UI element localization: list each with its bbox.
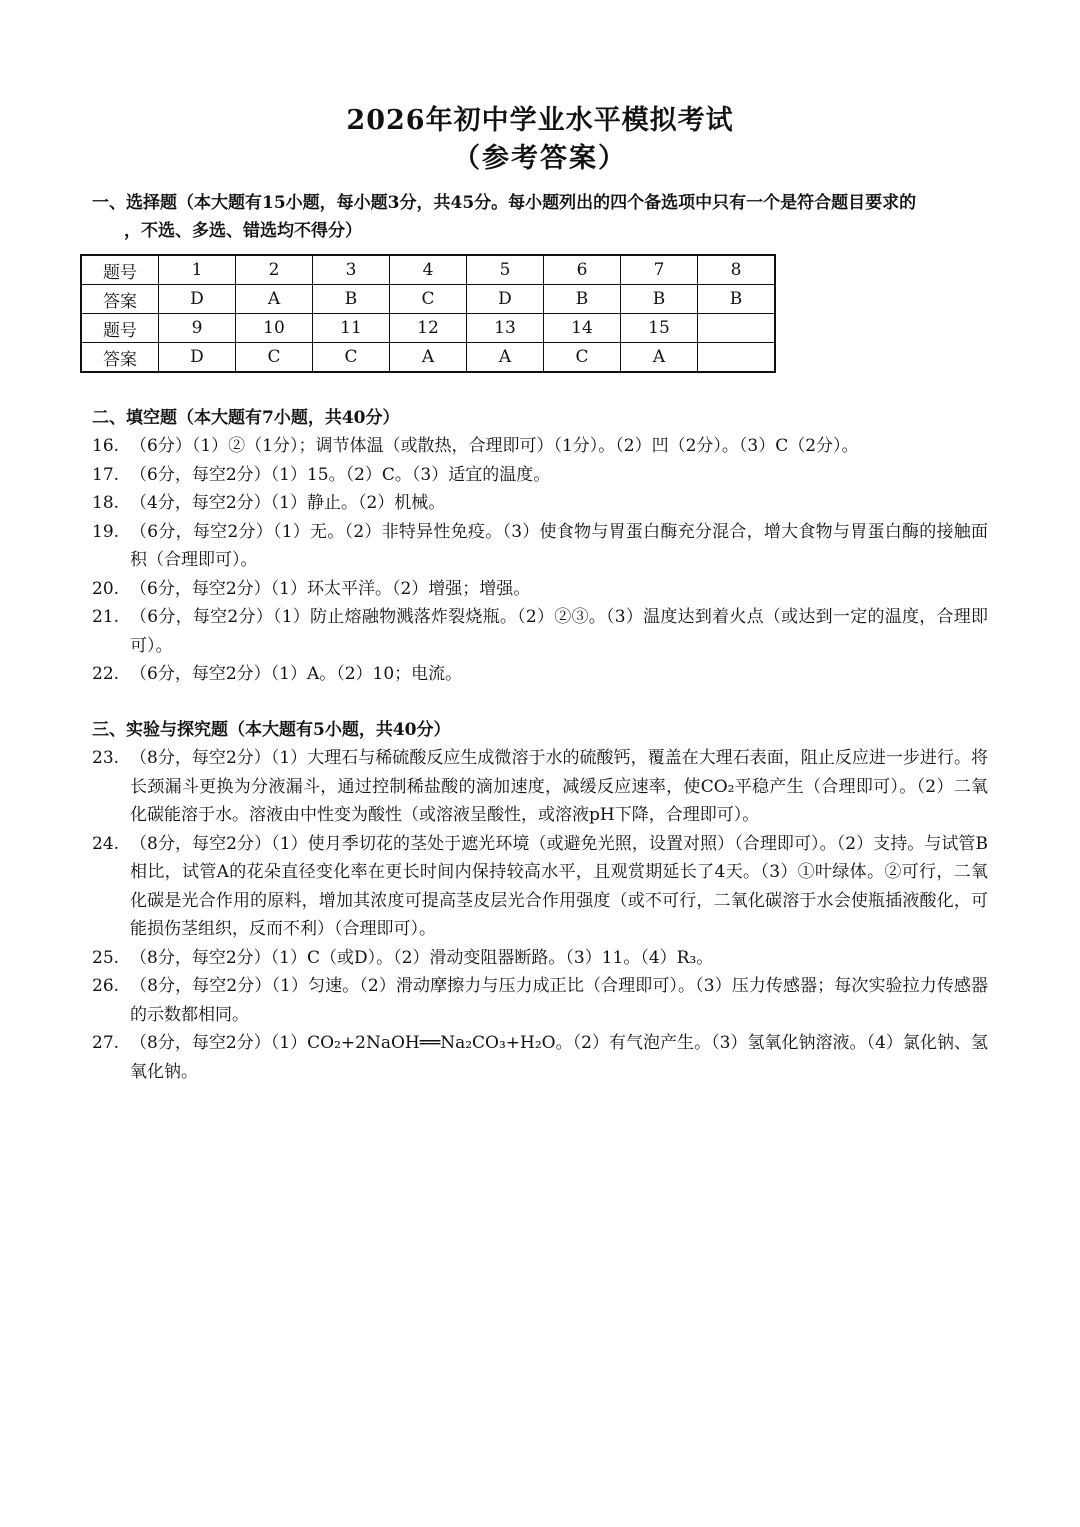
table-row-label: 题号 bbox=[81, 314, 159, 343]
item-number: 27. bbox=[92, 1033, 120, 1053]
list-item bbox=[92, 432, 988, 461]
item-answer-text: （8分，每空2分）（1）使月季切花的茎处于遮光环境（或避免光照，设置对照）（合理即可）。（2）支持。与试管B相比，试管A的花朵直径变化率在更长时间内保持较高水平，且观赏期延长了4天。（3）①叶绿体。②可行，二氧化碳是光合作用的原料，增加其浓度可提高茎皮层光合作用强度（或不可行，二氧化碳溶于水会使瓶插液酸化，可能损伤茎组织，反而不利）（合理即可）。 bbox=[130, 833, 988, 939]
item-answer-text: （6分）（1）②（1分）；调节体温（或散热，合理即可）（1分）。（2）凹（2分）。（3）C（2分）。 bbox=[130, 436, 859, 456]
list-item bbox=[92, 972, 988, 1029]
section1-heading-line2: ，不选、多选、错选均不得分） bbox=[124, 221, 362, 241]
item-answer-text: （6分，每空2分）（1）环太平洋。（2）增强；增强。 bbox=[130, 578, 531, 599]
item-number: 21. bbox=[92, 607, 120, 627]
item-number: 24. bbox=[92, 833, 120, 854]
answer-table bbox=[80, 254, 776, 373]
table-cell: 5 bbox=[467, 255, 544, 285]
table-cell: 10 bbox=[236, 314, 313, 343]
section2-items bbox=[92, 432, 988, 689]
section1-heading bbox=[92, 189, 992, 245]
table-cell: 13 bbox=[467, 314, 544, 343]
list-item bbox=[92, 830, 988, 944]
table-row bbox=[81, 343, 775, 373]
table-cell: A bbox=[236, 285, 313, 314]
item-answer-text: （6分，每空2分）（1）无。（2）非特异性免疫。（3）使食物与胃蛋白酶充分混合，增大食物与胃蛋白酶的接触面积（合理即可）。 bbox=[130, 521, 988, 570]
section3-heading: 三、实验与探究题（本大题有5小题，共40分） bbox=[92, 720, 451, 740]
table-cell: B bbox=[313, 285, 390, 314]
page-subtitle: （参考答案） bbox=[453, 143, 627, 174]
table-cell: 3 bbox=[313, 255, 390, 285]
table-cell: 9 bbox=[159, 314, 236, 343]
table-cell: C bbox=[544, 343, 621, 373]
table-cell bbox=[698, 343, 776, 373]
table-row bbox=[81, 255, 775, 285]
list-item bbox=[92, 744, 988, 830]
item-number: 25. bbox=[92, 947, 120, 968]
table-cell: 11 bbox=[313, 314, 390, 343]
table-cell: A bbox=[467, 343, 544, 373]
list-item bbox=[92, 944, 988, 973]
table-cell: A bbox=[621, 343, 698, 373]
table-row bbox=[81, 285, 775, 314]
page-title: 2026年初中学业水平模拟考试 bbox=[346, 105, 734, 136]
table-row-label: 答案 bbox=[81, 343, 159, 373]
item-answer-text: （6分，每空2分）（1）防止熔融物溅落炸裂烧瓶。（2）②③。（3）温度达到着火点（或达到一定的温度，合理即可）。 bbox=[130, 607, 988, 656]
table-row-label: 答案 bbox=[81, 285, 159, 314]
section1-heading-line1: 一、选择题（本大题有15小题，每小题3分，共45分。每小题列出的四个备选项中只有一个是符合题目要求的 bbox=[92, 193, 917, 213]
table-row-label: 题号 bbox=[81, 255, 159, 285]
item-number: 18. bbox=[92, 493, 120, 513]
table-cell: C bbox=[236, 343, 313, 373]
item-answer-text: （8分，每空2分）（1）C（或D）。（2）滑动变阻器断路。（3）11。（4）R₃。 bbox=[130, 947, 714, 968]
table-cell: B bbox=[544, 285, 621, 314]
item-answer-text: （6分，每空2分）（1）A。（2）10；电流。 bbox=[130, 664, 463, 684]
table-cell: 12 bbox=[390, 314, 467, 343]
table-cell: D bbox=[467, 285, 544, 314]
table-cell: B bbox=[621, 285, 698, 314]
table-cell: 2 bbox=[236, 255, 313, 285]
table-cell: 15 bbox=[621, 314, 698, 343]
table-cell: D bbox=[159, 285, 236, 314]
table-cell: 4 bbox=[390, 255, 467, 285]
item-number: 23. bbox=[92, 748, 120, 768]
table-cell: 7 bbox=[621, 255, 698, 285]
table-cell: C bbox=[313, 343, 390, 373]
table-cell bbox=[698, 314, 776, 343]
list-item bbox=[92, 1029, 988, 1086]
table-cell: D bbox=[159, 343, 236, 373]
item-answer-text: （4分，每空2分）（1）静止。（2）机械。 bbox=[130, 493, 446, 513]
list-item bbox=[92, 461, 988, 490]
table-cell: 6 bbox=[544, 255, 621, 285]
section3-items bbox=[92, 744, 988, 1086]
table-cell: A bbox=[390, 343, 467, 373]
table-cell: 8 bbox=[698, 255, 776, 285]
item-number: 19. bbox=[92, 521, 120, 542]
list-item bbox=[92, 603, 988, 660]
list-item bbox=[92, 489, 988, 518]
item-answer-text: （6分，每空2分）（1）15。（2）C。（3）适宜的温度。 bbox=[130, 464, 551, 485]
item-number: 20. bbox=[92, 578, 120, 599]
table-cell: 14 bbox=[544, 314, 621, 343]
list-item bbox=[92, 518, 988, 575]
item-answer-text: （8分，每空2分）（1）匀速。（2）滑动摩擦力与压力成正比（合理即可）。（3）压力传感器；每次实验拉力传感器的示数都相同。 bbox=[130, 976, 988, 1025]
table-cell: C bbox=[390, 285, 467, 314]
table-cell: B bbox=[698, 285, 776, 314]
section2-heading: 二、填空题（本大题有7小题，共40分） bbox=[92, 408, 400, 428]
list-item bbox=[92, 575, 988, 604]
item-answer-text: （8分，每空2分）（1）大理石与稀硫酸反应生成微溶于水的硫酸钙，覆盖在大理石表面，阻止反应进一步进行。将长颈漏斗更换为分液漏斗，通过控制稀盐酸的滴加速度，减缓反应速率，使CO₂平稳产生（合理即可）。（2）二氧化碳能溶于水。溶液由中性变为酸性（或溶液呈酸性，或溶液pH下降，合理即可）。 bbox=[130, 748, 988, 825]
item-number: 22. bbox=[92, 664, 120, 684]
item-number: 17. bbox=[92, 464, 120, 485]
table-row bbox=[81, 314, 775, 343]
table-cell: 1 bbox=[159, 255, 236, 285]
item-answer-text: （8分，每空2分）（1）CO₂+2NaOH══Na₂CO₃+H₂O。（2）有气泡产生。（3）氢氧化钠溶液。（4）氯化钠、氢氧化钠。 bbox=[130, 1033, 988, 1082]
item-number: 16. bbox=[92, 436, 120, 456]
item-number: 26. bbox=[92, 976, 120, 996]
list-item bbox=[92, 660, 988, 689]
